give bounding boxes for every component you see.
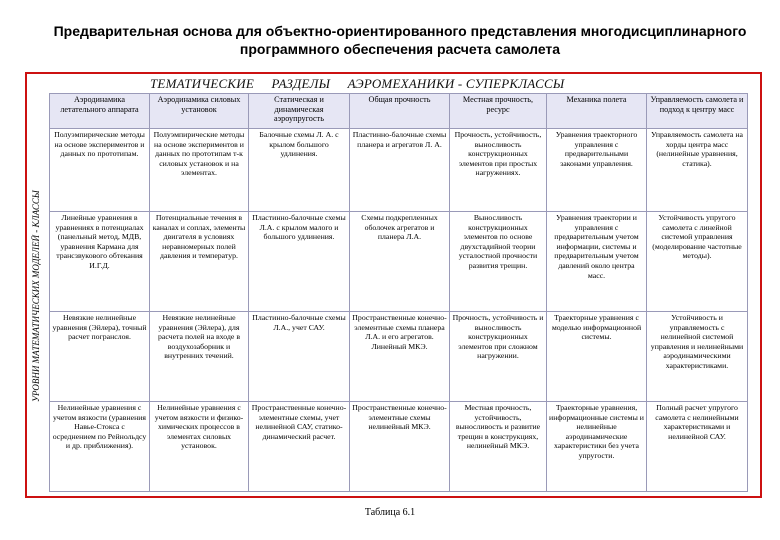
table-cell: Пространственные конечно-элементные схемы, учет нелинейной САУ, статико-динамический расчет. — [249, 402, 350, 492]
table-cell: Линейные уравнения в уравнениях в потенциалах (панельный метод, МДВ, уравнения Кармана для трансзвукового обтекания И.Г.Д. — [50, 212, 150, 312]
table-cell: Полуэмпирические методы на основе экспериментов и данных по прототипам. — [50, 129, 150, 212]
table-header-row — [50, 94, 748, 129]
table-cell: Выносливость конструкционных элементов по основе двухстадийной теории усталостной прочности развития трещин. — [450, 212, 547, 312]
column-header: Управляемость самолета и подход к центру масс — [647, 94, 748, 129]
column-header: Статическая и динамическая аэроупругость — [249, 94, 350, 129]
table-cell: Нелинейные уравнения с учетом вязкости (уравнения Навье-Стокса с осреднением по Рейнольдсу и др. приближения). — [50, 402, 150, 492]
table-caption: Таблица 6.1 — [364, 507, 416, 518]
table-cell: Устойчивость упругого самолета с линейной системой управления (моделирование частотные методы). — [647, 212, 748, 312]
table-cell: Траекторные уравнения, информационные системы и нелинейные аэродинамические характеристики без учета упругости. — [547, 402, 647, 492]
table-cell: Прочность, устойчивость, выносливость конструкционных элементов при простых нагружениях. — [450, 129, 547, 212]
table-cell: Полуэмпирические методы на основе экспериментов и данных по прототипам т-к силовых установок и на элементах. — [150, 129, 249, 212]
table-cell: Пространственные конечно-элементные схемы нелинейный МКЭ. — [350, 402, 450, 492]
column-header: Аэродинамика летательного аппарата — [50, 94, 150, 129]
header-word-1: ТЕМАТИЧЕСКИЕ — [150, 76, 254, 91]
table-row — [50, 212, 748, 312]
header-word-3: АЭРОМЕХАНИКИ - СУПЕРКЛАССЫ — [347, 76, 565, 91]
table-cell: Прочность, устойчивость и выносливость конструкционных элементов при сложном нагружении. — [450, 312, 547, 402]
table-cell: Траекторные уравнения с моделью информационной системы. — [547, 312, 647, 402]
table-cell: Управляемость самолета на хорды центра масс (нелинейные уравнения, статика). — [647, 129, 748, 212]
column-header: Местная прочность, ресурс — [450, 94, 547, 129]
table-cell: Пластинно-балочные схемы Л.А. с крылом малого и большого удлинения. — [249, 212, 350, 312]
table-cell: Уравнения траекторного управления с предварительными законами управления. — [547, 129, 647, 212]
table-cell: Местная прочность, устойчивость, выносливость и развитие трещин в конструкциях, нелинейный МКЭ. — [450, 402, 547, 492]
column-header: Аэродинамика силовых установок — [150, 94, 249, 129]
disciplines-table — [49, 93, 748, 492]
table-row — [50, 312, 748, 402]
table-row — [50, 129, 748, 212]
levels-side-label: УРОВНИ МАТЕМАТИЧЕСКИХ МОДЕЛЕЙ - КЛАССЫ — [31, 190, 41, 402]
table-cell: Пластинно-балочные схемы планера и агрегатов Л. А. — [350, 129, 450, 212]
superclass-header — [150, 76, 610, 92]
column-header: Общая прочность — [350, 94, 450, 129]
table-cell: Невязкие нелинейные уравнения (Эйлера), для расчета полей на входе в воздухозаборник и внутренних течений. — [150, 312, 249, 402]
page-title: Предварительная основа для объектно-ориентированного представления многодисциплинарного программного обеспечения расчета самолета — [53, 23, 747, 57]
table-cell: Невязкие нелинейные уравнения (Эйлера), точный расчет погранслоя. — [50, 312, 150, 402]
column-header: Механика полета — [547, 94, 647, 129]
table-cell: Схемы подкрепленных оболочек агрегатов и планера Л.А. — [350, 212, 450, 312]
table-cell: Устойчивость и управляемость с нелинейной системой управления и нелинейными аэродинамическими характеристиками. — [647, 312, 748, 402]
table-cell: Полный расчет упругого самолета с нелинейными характеристиками и нелинейной САУ. — [647, 402, 748, 492]
table-cell: Потенциальные течения в каналах и соплах, элементы двигателя в условиях неравномерных полей давления и температур. — [150, 212, 249, 312]
table-cell: Пластинно-балочные схемы Л.А., учет САУ. — [249, 312, 350, 402]
table-cell: Нелинейные уравнения с учетом вязкости и физико-химических процессов в элементах силовых установок. — [150, 402, 249, 492]
table-cell: Уравнения траектории и управления с предварительным учетом информации, системы и предварительным учетом давлений около центра масс. — [547, 212, 647, 312]
table-cell: Балочные схемы Л. А. с крылом большого удлинения. — [249, 129, 350, 212]
table-row — [50, 402, 748, 492]
header-word-2: РАЗДЕЛЫ — [271, 76, 331, 91]
table-cell: Пространственные конечно-элементные схемы планера Л.А. и его агрегатов. Линейный МКЭ. — [350, 312, 450, 402]
